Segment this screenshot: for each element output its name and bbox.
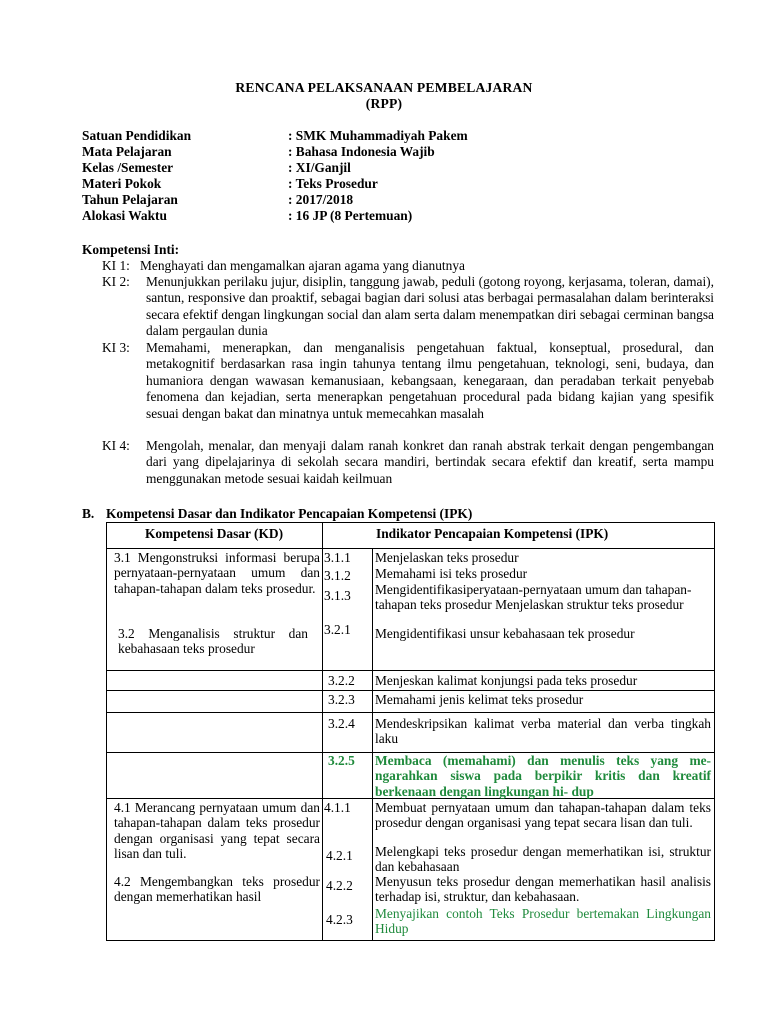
table-divider — [322, 522, 323, 940]
ipk-number: 3.2.1 — [324, 622, 351, 637]
ki-heading: Kompetensi Inti: — [82, 242, 180, 257]
ipk-text: Menjelaskan teks prosedur — [375, 550, 519, 565]
table-row-line — [106, 712, 715, 713]
ki-code: KI 4: — [102, 438, 130, 453]
ipk-text: Mengidentifikasi unsur kebahasaan tek prosedur — [375, 626, 635, 641]
section-b-letter: B. — [82, 506, 95, 521]
identity-value: : Bahasa Indonesia Wajib — [288, 144, 435, 159]
table-header-kd: Kompetensi Dasar (KD) — [144, 526, 284, 541]
ki-text: Menghayati dan mengamalkan ajaran agama yang dianutnya — [140, 258, 465, 273]
table-border-left — [106, 522, 107, 940]
ki-code: KI 1: — [102, 258, 130, 273]
identity-value: : 2017/2018 — [288, 192, 354, 207]
ipk-number: 3.2.2 — [328, 673, 355, 688]
ipk-text: Mendeskripsikan kalimat verba material dan verba tingkah laku — [375, 716, 711, 747]
identity-label: Alokasi Waktu — [82, 208, 167, 223]
ipk-number: 3.1.1 — [324, 550, 351, 565]
kd-3-2: 3.2 Menganalisis struktur dan kebahasaan teks prosedur — [118, 626, 308, 657]
ipk-number: 4.2.2 — [326, 878, 353, 893]
identity-label: Tahun Pelajaran — [82, 192, 178, 207]
ki-item — [102, 274, 714, 340]
document-subtitle: (RPP) — [365, 96, 403, 111]
ipk-text: Menjeskan kalimat konjungsi pada teks prosedur — [375, 673, 638, 688]
ipk-number: 3.2.5 — [328, 753, 355, 768]
identity-value: : 16 JP (8 Pertemuan) — [288, 208, 413, 223]
ki-item — [102, 438, 714, 487]
identity-label: Materi Pokok — [82, 176, 162, 191]
ki-item — [102, 258, 714, 274]
section-b-title: Kompetensi Dasar dan Indikator Pencapaian Kompetensi (IPK) — [106, 506, 473, 521]
ipk-number: 3.1.2 — [324, 568, 351, 583]
identity-label: Satuan Pendidikan — [82, 128, 192, 143]
ki-text: Menunjukkan perilaku jujur, disiplin, tanggung jawab, peduli (gotong royong, kerjasama, toleran, damai), santun, responsive dan proaktif, sebagai bagian dari solusi atas berbagai permasalahan dalam berinteraksi secara efektif dengan lingkungan social dan alam serta dalam menempatkan diri sebagai cerminan bangsa dalam pergaulan dunia — [146, 274, 714, 339]
ipk-text: Membuat pernyataan umum dan tahapan-tahapan dalam teks prosedur dengan organisasi yang tepat secara lisan dan tuli. — [375, 800, 711, 831]
ipk-text: Membaca (memahami) dan menulis teks yang me-ngarahkan siswa pada berpikir kritis dan kreatif berkenaan dengan lingkungan hi- dup — [375, 753, 711, 799]
identity-label: Mata Pelajaran — [82, 144, 172, 159]
ipk-text: Memahami isi teks prosedur — [375, 566, 528, 581]
identity-value: : SMK Muhammadiyah Pakem — [288, 128, 468, 143]
ki-item — [102, 340, 714, 422]
ipk-number: 4.2.3 — [326, 912, 353, 927]
table-border-top — [106, 522, 715, 523]
identity-value: : Teks Prosedur — [288, 176, 378, 191]
kd-4-2: 4.2 Mengembangkan teks prosedur dengan memerhatikan hasil — [114, 874, 320, 905]
document-title: RENCANA PELAKSANAAN PEMBELAJARAN — [235, 80, 533, 95]
ipk-number: 3.1.3 — [324, 588, 351, 603]
kd-4-1: 4.1 Merancang pernyataan umum dan tahapan-tahapan dalam teks prosedur dengan organisasi yang tepat secara lisan dan tuli. — [114, 800, 320, 862]
ki-text: Mengolah, menalar, dan menyaji dalam ranah konkret dan ranah abstrak terkait dengan pengembangan dari yang dipelajarinya di sekolah secara mandiri, bertindak secara efektif dan kreatif, serta mampu menggunakan metode sesuai kaidah keilmuan — [146, 438, 714, 486]
ki-text: Memahami, menerapkan, dan menganalisis pengetahuan faktual, konseptual, prosedural, dan metakognitif berdasarkan rasa ingin tahunya tentang ilmu pengetahuan, teknologi, seni, budaya, dan humaniora dengan wawasan kemanusiaan, kebangsaan, kenegaraan, dan peradaban terkait penyebab fenomena dan kejadian, serta menerapkan pengetahuan procedural pada bidang kajian yang spesifik sesuai dengan bakat dan minatnya untuk memecahkan masalah — [146, 340, 714, 421]
ipk-number: 4.1.1 — [324, 800, 351, 815]
table-divider — [372, 548, 373, 940]
identity-label: Kelas /Semester — [82, 160, 174, 175]
ki-code: KI 2: — [102, 274, 130, 289]
ipk-text: Mengidentifikasiperyataan-pernyataan umum dan tahapan-tahapan teks prosedur Menjelaskan struktur teks prosedur — [375, 582, 692, 613]
table-header-ipk: Indikator Pencapaian Kompetensi (IPK) — [376, 526, 609, 541]
ipk-text: Menyusun teks prosedur dengan memerhatikan hasil analisis terhadap isi, struktur, dan kebahasaan. — [375, 874, 711, 905]
ipk-text: Menyajikan contoh Teks Prosedur bertemakan Lingkungan Hidup — [375, 906, 711, 937]
identity-value: : XI/Ganjil — [288, 160, 351, 175]
ipk-number: 4.2.1 — [326, 848, 353, 863]
table-row-line — [106, 670, 715, 671]
table-border-right — [714, 522, 715, 940]
ipk-text: Melengkapi teks prosedur dengan memerhatikan isi, struktur dan kebahasaan — [375, 844, 711, 875]
table-border-bottom — [106, 940, 715, 941]
table-row-line — [106, 548, 715, 549]
ipk-text: Memahami jenis kelimat teks prosedur — [375, 692, 584, 707]
ki-code: KI 3: — [102, 340, 130, 355]
ipk-number: 3.2.3 — [328, 692, 355, 707]
ipk-number: 3.2.4 — [328, 716, 355, 731]
kd-3-1: 3.1 Mengonstruksi informasi berupa pernyataan-pernyataan umum dan tahapan-tahapan dalam teks prosedur. — [114, 550, 320, 596]
table-row-line — [106, 690, 715, 691]
